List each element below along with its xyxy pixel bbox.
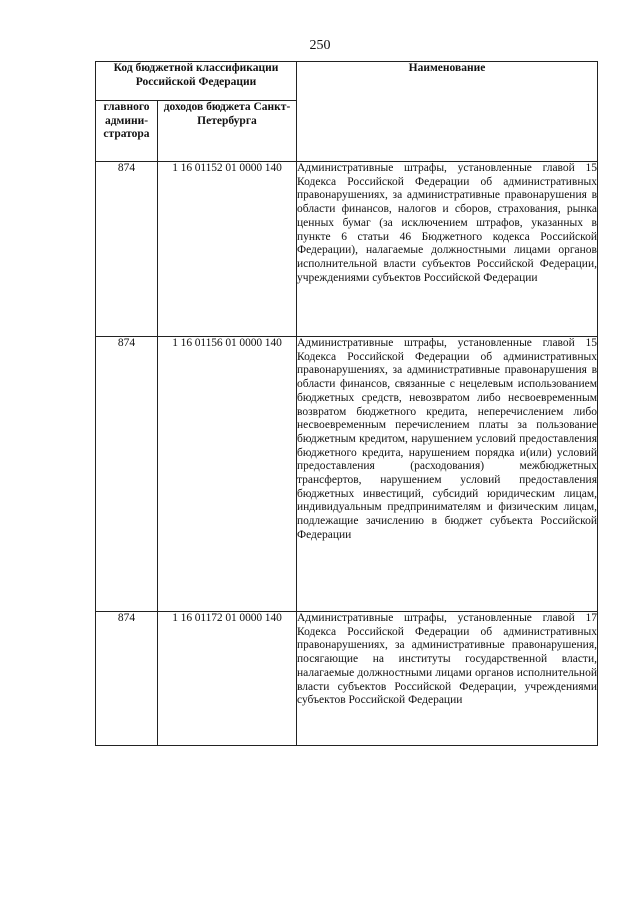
header-name: Наименование (297, 62, 598, 162)
revenue-code-cell: 1 16 01172 01 0000 140 (158, 612, 297, 746)
admin-code-cell: 874 (96, 162, 158, 337)
table-row (96, 337, 598, 612)
revenue-code-cell: 1 16 01152 01 0000 140 (158, 162, 297, 337)
header-admin: главного админи-стратора (96, 101, 158, 162)
page-number: 250 (309, 38, 331, 53)
budget-classification-table (95, 61, 598, 746)
revenue-code-cell: 1 16 01156 01 0000 140 (158, 337, 297, 612)
table-row (96, 612, 598, 746)
header-code-group: Код бюджетной классификации Российской Федерации (96, 62, 297, 101)
admin-code-cell: 874 (96, 612, 158, 746)
admin-code-cell: 874 (96, 337, 158, 612)
name-cell: Административные штрафы, установленные главой 15 Кодекса Российской Федерации об административных правонарушениях, за административные правонарушения в области финансов, связанные с нецелевым использованием бюджетных средств, невозвратом либо несвоевременным возвратом бюджетного кредита, неперечислением либо несвоевременным перечислением платы за пользование бюджетным кредитом, нарушением условий предоставления бюджетного кредита, нарушением порядка и(или) условий предоставления (расходования) межбюджетных трансфертов, нарушением условий предоставления бюджетных инвестиций, субсидий юридическим лицам, индивидуальным предпринимателям и физическим лицам, подлежащие зачислению в бюджет субъекта Российской Федерации (297, 337, 598, 612)
header-row (96, 62, 598, 101)
name-cell: Административные штрафы, установленные главой 17 Кодекса Российской Федерации об административных правонарушениях, за административные правонарушения, посягающие на институты государственной власти, налагаемые должностными лицами органов исполнительной власти субъектов Российской Федерации, учреждениями субъектов Российской Федерации (297, 612, 598, 746)
header-revenue: доходов бюджета Санкт-Петербурга (158, 101, 297, 162)
name-cell: Административные штрафы, установленные главой 15 Кодекса Российской Федерации об административных правонарушениях, за административные правонарушения в области финансов, налогов и сборов, страхования, рынка ценных бумаг (за исключением штрафов, указанных в пункте 6 статьи 46 Бюджетного кодекса Российской Федерации), налагаемые должностными лицами органов исполнительной власти субъектов Российской Федерации, учреждениями субъектов Российской Федерации (297, 162, 598, 337)
table-row (96, 162, 598, 337)
